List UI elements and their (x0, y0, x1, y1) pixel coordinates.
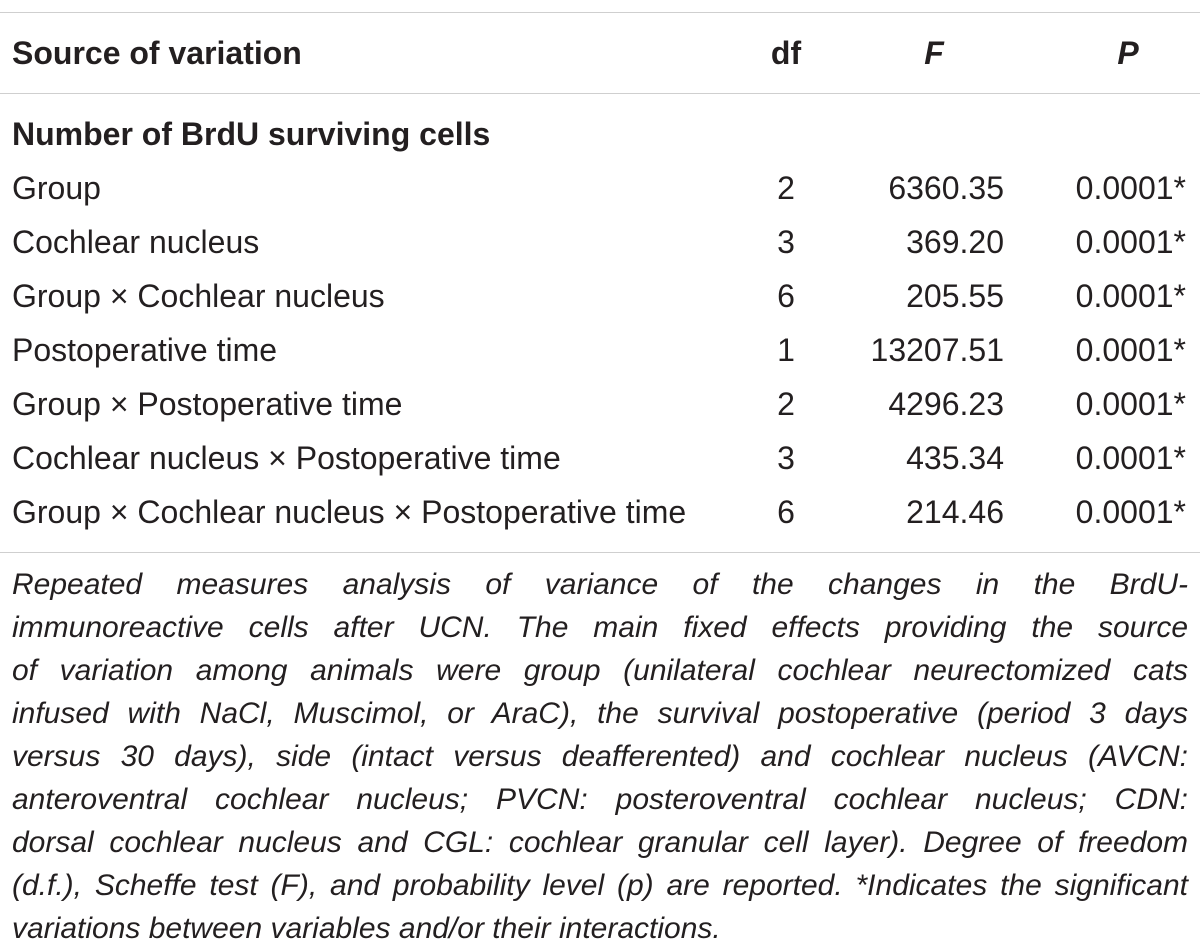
row-df: 2 (777, 170, 795, 206)
row-f: 6360.35 (888, 170, 1004, 206)
row-f: 435.34 (906, 440, 1004, 476)
row-df: 6 (777, 278, 795, 314)
caption-line: dorsal cochlear nucleus and CGL: cochlear granular cell layer). Degree of freedom (12, 826, 1188, 859)
row-f: 214.46 (906, 494, 1004, 530)
table-bottom-rule (0, 552, 1200, 553)
row-p: 0.0001* (1075, 224, 1186, 260)
table-header-row (0, 13, 1200, 93)
row-f: 13207.51 (870, 332, 1004, 368)
row-p: 0.0001* (1075, 386, 1186, 422)
table-row (0, 215, 1200, 269)
row-f: 4296.23 (888, 386, 1004, 422)
caption-line: (d.f.), Scheffe test (F), and probability level (p) are reported. *Indicates the significant (12, 869, 1188, 902)
row-source: Cochlear nucleus (12, 224, 260, 260)
caption-line: Repeated measures analysis of variance of the changes in the BrdU- (12, 568, 1188, 601)
table-row (0, 161, 1200, 215)
row-p: 0.0001* (1075, 494, 1186, 530)
row-p: 0.0001* (1075, 170, 1186, 206)
row-source: Cochlear nucleus × Postoperative time (12, 440, 561, 476)
row-source: Group (12, 170, 101, 206)
table-row (0, 485, 1200, 539)
table-header-rule (0, 93, 1200, 94)
header-p: P (1117, 35, 1139, 71)
caption-line: versus 30 days), side (intact versus deafferented) and cochlear nucleus (AVCN: (12, 740, 1188, 773)
row-df: 2 (777, 386, 795, 422)
table-caption (12, 563, 1188, 950)
row-source: Group × Cochlear nucleus (12, 278, 385, 314)
header-source-of-variation: Source of variation (12, 35, 302, 71)
caption-line: anteroventral cochlear nucleus; PVCN: posteroventral cochlear nucleus; CDN: (12, 783, 1188, 816)
row-p: 0.0001* (1075, 332, 1186, 368)
row-df: 6 (777, 494, 795, 530)
caption-line: immunoreactive cells after UCN. The main fixed effects providing the source (12, 611, 1188, 644)
row-p: 0.0001* (1075, 278, 1186, 314)
row-source: Group × Cochlear nucleus × Postoperative time (12, 494, 687, 530)
table-row (0, 431, 1200, 485)
row-df: 1 (777, 332, 795, 368)
row-source: Group × Postoperative time (12, 386, 403, 422)
table-section-row (0, 107, 1200, 161)
row-p: 0.0001* (1075, 440, 1186, 476)
section-label: Number of BrdU surviving cells (12, 116, 491, 152)
table-row (0, 377, 1200, 431)
table-row (0, 269, 1200, 323)
header-df: df (770, 35, 802, 71)
row-f: 369.20 (906, 224, 1004, 260)
row-df: 3 (777, 440, 795, 476)
row-f: 205.55 (906, 278, 1004, 314)
caption-line: infused with NaCl, Muscimol, or AraC), the survival postoperative (period 3 days (12, 697, 1188, 730)
header-f: F (924, 35, 944, 71)
row-source: Postoperative time (12, 332, 278, 368)
table-row (0, 323, 1200, 377)
caption-line: of variation among animals were group (unilateral cochlear neurectomized cats (12, 654, 1188, 687)
caption-line: variations between variables and/or their interactions. (12, 912, 721, 945)
row-df: 3 (777, 224, 795, 260)
